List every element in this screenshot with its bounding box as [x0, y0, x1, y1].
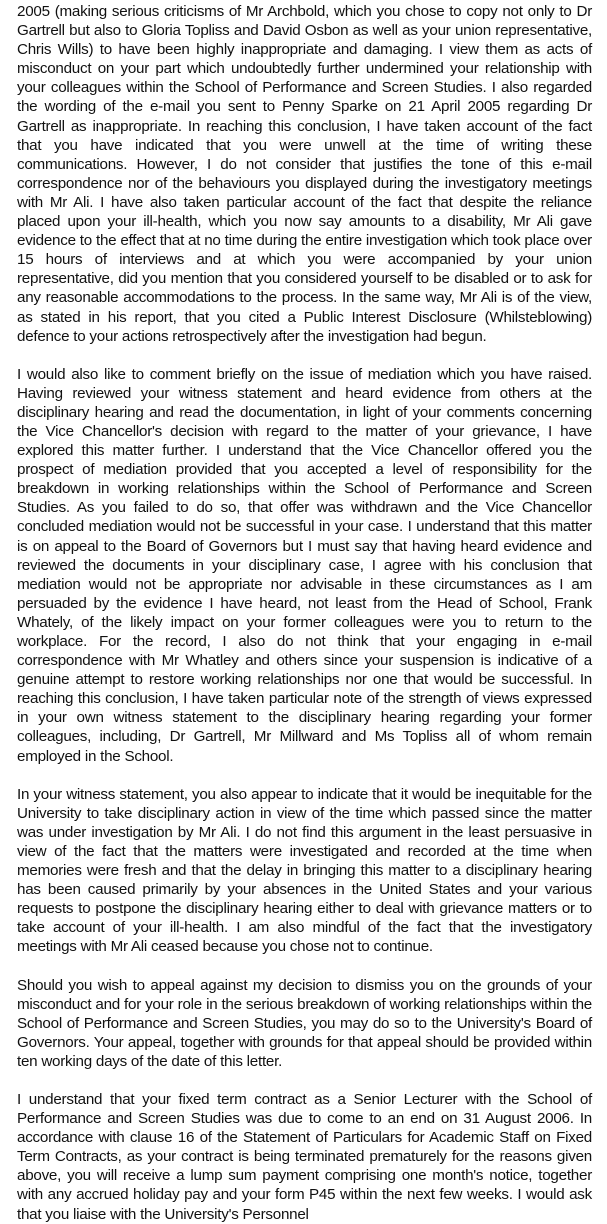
paragraph-contract: I understand that your fixed term contract as a Senior Lecturer with the School of Performance and Screen Studies was due to come to an end on 31 August 2006. In accordance with clause 16 of the Statement of Particulars for Academic Staff on Fixed Term Contracts, as your contract is being terminated prematurely for the reasons given above, you will receive a lump sum payment comprising one month's notice, together with any accrued holiday pay and your form P45 within the next few weeks. I would ask that you liaise with the University's Personnel — [17, 1090, 592, 1223]
paragraph-appeal: Should you wish to appeal against my decision to dismiss you on the grounds of your misconduct and for your role in the serious breakdown of working relationships within the School of Performance and Screen Studies, you may do so to the University's Board of Governors. Your appeal, together with grounds for that appeal should be provided within ten working days of the date of this letter. — [17, 976, 592, 1070]
letter-page — [17, 2, 592, 1224]
paragraph-delay: In your witness statement, you also appear to indicate that it would be inequitable for the University to take disciplinary action in view of the time which passed since the matter was under investigation by Mr Ali. I do not find this argument in the least persuasive in view of the fact that the matters were investigated and recorded at the time when memories were fresh and that the delay in bringing this matter to a disciplinary hearing has been caused primarily by your absences in the United States and your various requests to postpone the disciplinary hearing either to deal with grievance matters or to take account of your ill-health. I am also mindful of the fact that the investigatory meetings with Mr Ali ceased because you chose not to continue. — [17, 785, 592, 956]
paragraph-misconduct: 2005 (making serious criticisms of Mr Archbold, which you chose to copy not only to Dr Gartrell but also to Gloria Topliss and David Osbon as well as your union representative, Chris Wills) to have been highly inappropriate and damaging. I view them as acts of misconduct on your part which undoubtedly further undermined your relationship with your colleagues within the School of Performance and Screen Studies. I also regarded the wording of the e-mail you sent to Penny Sparke on 21 April 2005 regarding Dr Gartrell as inappropriate. In reaching this conclusion, I have taken account of the fact that you have indicated that you were unwell at the time of writing these communications. However, I do not consider that justifies the tone of this e-mail correspondence nor of the behaviours you displayed during the investigatory meetings with Mr Ali. I have also taken particular account of the fact that despite the reliance placed upon your ill-health, which you now say amounts to a disability, Mr Ali gave evidence to the effect that at no time during the entire investigation which took place over 15 hours of interviews and at which you were accompanied by your union representative, did you mention that you considered yourself to be disabled or to ask for any reasonable accommodations to the process. In the same way, Mr Ali is of the view, as stated in his report, that you cited a Public Interest Disclosure (Whilsteblowing) defence to your actions retrospectively after the investigation had begun. — [17, 3, 592, 345]
paragraph-mediation: I would also like to comment briefly on the issue of mediation which you have raised. Having reviewed your witness statement and heard evidence from others at the disciplinary hearing and read the documentation, in light of your comments concerning the Vice Chancellor's decision with regard to the matter of your grievance, I have explored this matter further. I understand that the Vice Chancellor offered you the prospect of mediation provided that you accepted a level of responsibility for the breakdown in working relationships within the School of Performance and Screen Studies. As you failed to do so, that offer was withdrawn and the Vice Chancellor concluded mediation would not be successful in your case. I understand that this matter is on appeal to the Board of Governors but I must say that having heard evidence and reviewed the documents in your disciplinary case, I agree with his conclusion that mediation would not be appropriate nor advisable in these circumstances as I am persuaded by the evidence I have heard, not least from the Head of School, Frank Whately, of the likely impact on your former colleagues were you to return to the workplace. For the record, I also do not think that your engaging in e-mail correspondence with Mr Whatley and others since your suspension is indicative of a genuine attempt to restore working relationships nor one that would be successful. In reaching this conclusion, I have taken particular note of the strength of views expressed in your own witness statement to the disciplinary hearing regarding your former colleagues, including, Dr Gartrell, Mr Millward and Ms Topliss all of whom remain employed in the School. — [17, 365, 592, 765]
